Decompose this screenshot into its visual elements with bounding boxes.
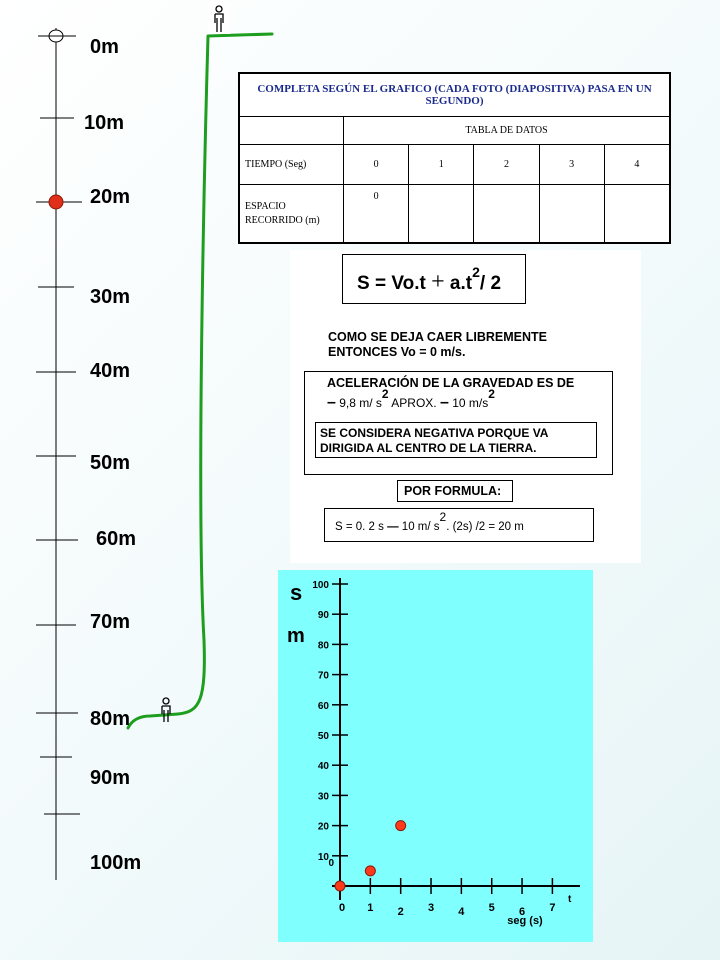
by-formula-box xyxy=(397,480,513,502)
by-formula-label: POR FORMULA: xyxy=(404,484,502,498)
scale-label-60m: 60m xyxy=(96,528,137,550)
gravity-approx: APROX. xyxy=(388,396,440,410)
scale-label-10m: 10m xyxy=(84,112,125,134)
time-cell-3: 3 xyxy=(539,145,604,185)
row-label-space: ESPACIO RECORRIDO (m) xyxy=(240,185,344,243)
data-table-grid xyxy=(239,73,670,243)
time-cell-2: 2 xyxy=(474,145,539,185)
x-tick-label-7: 7 xyxy=(549,902,556,914)
x-tick-label-5: 5 xyxy=(488,902,495,914)
data-point-0 xyxy=(335,881,345,891)
gravity-box xyxy=(304,371,613,475)
gravity-dash-1: – xyxy=(327,394,336,411)
space-cell-3[interactable] xyxy=(539,185,604,243)
distance-time-chart xyxy=(278,570,593,942)
calculation-box xyxy=(324,508,594,542)
x-tick-label-2: 2 xyxy=(397,906,404,918)
person-icon-top xyxy=(208,2,230,34)
y-tick-label-20: 20 xyxy=(317,821,329,833)
formula-left: S = Vo.t xyxy=(357,273,432,294)
space-cell-1[interactable] xyxy=(409,185,474,243)
formula-plus: + xyxy=(431,269,445,295)
table-title: COMPLETA SEGÚN EL GRAFICO (CADA FOTO (DIAPOSITIVA) PASA EN UN SEGUNDO) xyxy=(240,74,670,117)
y-tick-label-80: 80 xyxy=(317,640,329,652)
x-tick-label-1: 1 xyxy=(367,902,374,914)
origin-label: 0 xyxy=(338,902,346,914)
y-tick-label-0: 0 xyxy=(328,858,334,869)
calc-part-a: S = 0. 2 s xyxy=(335,521,388,533)
x-tick-label-6: 6 xyxy=(518,906,526,918)
time-cell-1: 1 xyxy=(409,145,474,185)
scale-label-30m: 30m xyxy=(90,286,131,308)
x-tick-label-4: 4 xyxy=(458,906,465,918)
scale-label-90m: 90m xyxy=(90,767,131,789)
free-fall-line-1: COMO SE DEJA CAER LIBREMENTE xyxy=(328,330,548,344)
y-tick-label-40: 40 xyxy=(317,761,329,773)
gravity-value-2: 10 m/s xyxy=(448,396,489,410)
y-tick-label-30: 30 xyxy=(317,791,329,803)
scale-label-0m: 0m xyxy=(90,36,119,58)
x-tick-label-3: 3 xyxy=(427,902,435,914)
negative-note-box xyxy=(315,422,597,458)
gravity-value-1: 9,8 m/ s xyxy=(335,396,382,410)
gravity-dash-2: – xyxy=(439,394,449,411)
negative-line-1: SE CONSIDERA NEGATIVA PORQUE VA xyxy=(320,426,549,440)
scale-label-20m: 20m xyxy=(90,186,131,208)
scale-label-80m: 80m xyxy=(90,708,131,730)
x-axis-label: seg (s) xyxy=(507,915,543,927)
calc-dash: — xyxy=(387,521,399,533)
gravity-exp-2: 2 xyxy=(488,387,495,401)
calc-part-c: . (2s) /2 = 20 m xyxy=(446,521,524,533)
graph-panel xyxy=(278,570,593,942)
y-tick-label-50: 50 xyxy=(317,731,329,742)
formula-mid: a.t xyxy=(444,273,473,294)
scale-label-50m: 50m xyxy=(90,452,131,474)
time-cell-4: 4 xyxy=(604,145,669,185)
space-cell-2[interactable] xyxy=(474,185,539,243)
y-axis-letter-s: s xyxy=(290,580,303,605)
formula-panel xyxy=(290,250,641,563)
scale-label-100m: 100m xyxy=(90,852,142,874)
data-point-2 xyxy=(396,821,406,831)
negative-line-2: DIRIGIDA AL CENTRO DE LA TIERRA. xyxy=(320,441,537,455)
time-cell-0: 0 xyxy=(344,145,409,185)
calc-part-b: 10 m/ s xyxy=(398,521,440,533)
person-icon-bottom xyxy=(162,698,170,722)
gravity-exp-1: 2 xyxy=(381,387,389,401)
y-tick-label-60: 60 xyxy=(317,700,329,712)
free-fall-line-2: ENTONCES Vo = 0 m/s. xyxy=(328,345,466,359)
space-cell-0: 0 xyxy=(344,185,409,243)
y-tick-label-90: 90 xyxy=(317,610,329,622)
table-subheader-blank xyxy=(240,117,344,145)
scale-label-70m: 70m xyxy=(90,611,131,633)
y-tick-label-100: 100 xyxy=(312,580,329,591)
space-cell-4[interactable] xyxy=(604,185,669,243)
y-axis-letter-m: m xyxy=(287,625,305,647)
x-axis-letter-t: t xyxy=(568,894,572,905)
y-tick-label-70: 70 xyxy=(317,670,329,682)
data-table xyxy=(238,72,671,244)
gravity-line-1: ACELERACIÓN DE LA GRAVEDAD ES DE xyxy=(327,376,575,390)
table-subheader: TABLA DE DATOS xyxy=(344,117,670,145)
scale-label-40m: 40m xyxy=(90,360,131,382)
falling-object-marker xyxy=(49,195,63,209)
y-tick-label-10: 10 xyxy=(317,851,329,863)
row-label-time: TIEMPO (Seg) xyxy=(240,145,344,185)
formula-right: / 2 xyxy=(479,273,502,294)
formula-exp: 2 xyxy=(472,264,480,280)
main-formula-box xyxy=(342,254,526,304)
calc-exp: 2 xyxy=(439,510,447,524)
data-point-1 xyxy=(365,866,375,876)
